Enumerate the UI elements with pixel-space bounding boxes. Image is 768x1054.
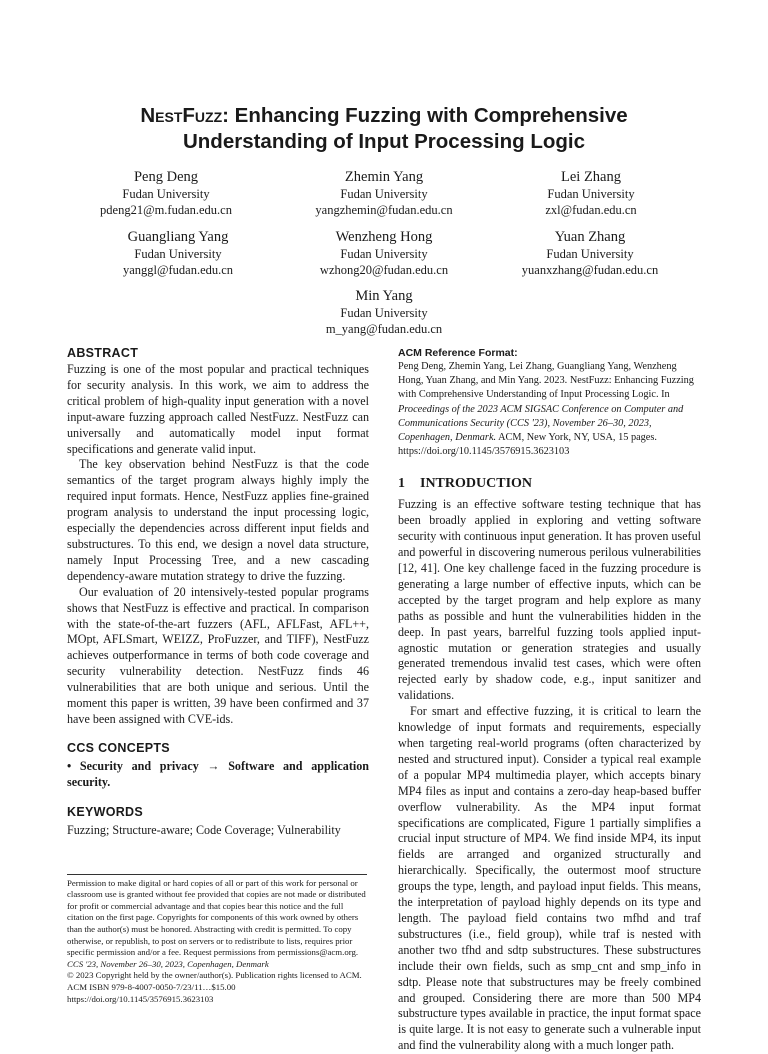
conference-info: CCS '23, November 26–30, 2023, Copenhagen, Denmark: [67, 958, 269, 969]
author-block: [58, 228, 298, 278]
ccs-concepts-text: • Security and privacy → Software and application security.: [67, 758, 369, 789]
author-block: [470, 228, 710, 278]
acm-reference-authors: Peng Deng, Zhemin Yang, Lei Zhang, Guangliang Yang, Wenzheng Hong, Yuan Zhang, and Min Yang. 2023.: [398, 361, 677, 387]
author-email[interactable]: pdeng21@m.fudan.edu.cn: [100, 203, 232, 217]
author-name: Guangliang Yang: [127, 229, 229, 245]
keywords-heading: KEYWORDS: [67, 804, 144, 819]
copyright-notice: [67, 878, 369, 1006]
author-block: [471, 168, 711, 218]
ccs-concepts-heading: CCS CONCEPTS: [67, 740, 170, 755]
author-affiliation: Fudan University: [340, 187, 428, 201]
author-email[interactable]: yuanxzhang@fudan.edu.cn: [521, 263, 659, 277]
section-number: 1: [398, 476, 405, 492]
author-block: [46, 168, 286, 218]
paper-title: [0, 103, 768, 155]
acm-reference-text: [398, 360, 701, 459]
title-line-1: [0, 103, 768, 129]
author-name: Lei Zhang: [561, 169, 621, 185]
keywords-text: Fuzzing; Structure-aware; Code Coverage; Vulnerability: [67, 822, 341, 837]
section-title: INTRODUCTION: [420, 476, 533, 492]
author-name: Peng Deng: [133, 169, 199, 185]
author-block: [264, 228, 504, 278]
copyright-text: © 2023 Copyright held by the owner/author(s). Publication rights licensed to ACM.: [67, 970, 362, 981]
abstract-paragraph: Our evaluation of 20 intensively-tested popular programs shows that NestFuzz is effective and practical. In comparison with the state-of-the-art fuzzers (AFL, AFLFast, AFL++, MOpt, AFLSmart, WEIZZ, ProFuzzer, and TIFF), NestFuzz achieves outperformance in terms of both code coverage and security vulnerability detection. NestFuzz finds 46 vulnerabilities that are both unique and serious. Until the moment this paper is written, 39 have been confirmed and 37 have been assigned with CVE-ids.: [67, 584, 369, 726]
acm-reference-title: NestFuzz: Enhancing Fuzzing with Comprehensive Understanding of Input Processing Logic. In: [398, 375, 694, 401]
abstract-heading: ABSTRACT: [67, 346, 139, 360]
author-name: Wenzheng Hong: [335, 229, 433, 245]
author-email[interactable]: yangzhemin@fudan.edu.cn: [315, 203, 453, 217]
system-name: NestFuzz: [140, 104, 223, 127]
acm-reference-heading: ACM Reference Format:: [398, 347, 518, 359]
doi-link[interactable]: https://doi.org/10.1145/3576915.3623103: [67, 993, 214, 1004]
author-affiliation: Fudan University: [546, 247, 634, 261]
author-email[interactable]: wzhong20@fudan.edu.cn: [319, 263, 449, 277]
author-affiliation: Fudan University: [340, 247, 428, 261]
author-affiliation: Fudan University: [122, 187, 210, 201]
author-affiliation: Fudan University: [134, 247, 222, 261]
author-name: Yuan Zhang: [554, 229, 626, 245]
intro-paragraph: Fuzzing is an effective software testing technique that has been broadly applied in exploring and vetting software security with continuous input generation. It has proven useful and powerful in discovering numerous perilous vulnerabilities [12, 41]. One key challenge faced in the fuzzing procedure is generating a large number of effective inputs, which can be accepted by the target program and help explore as many paths as possible and hunt the vulnerabilities hidden in the deep. In past years, barrelful fuzzing tools applied input-agnostic mutation or generation strategies and usually generated tremendous invalid test cases, which were often rejected early by shadow code, e.g., input sanitizer and validations.: [398, 497, 701, 703]
author-block: [264, 168, 504, 218]
acm-reference-venue: Proceedings of the 2023 ACM SIGSAC Conference on Computer and Communications Security (CCS '23), November 26–30, 2023, Copenhagen, Denmark.: [398, 403, 684, 444]
author-name: Min Yang: [355, 288, 413, 304]
abstract-paragraph: Fuzzing is one of the most popular and practical techniques for security analysis. In this work, we aim to address the critical problem of high-quality input generation with a novel input-aware fuzzing approach called NestFuzz. NestFuzz can universally and automatically model input format specifications and generate valid input.: [67, 362, 369, 456]
acm-reference-tail: ACM, New York, NY, USA, 15 pages. https://doi.org/10.1145/3576915.3623103: [398, 432, 657, 458]
author-email[interactable]: yanggl@fudan.edu.cn: [122, 263, 234, 277]
title-line-1-rest: : Enhancing Fuzzing with Comprehensive: [222, 104, 628, 127]
isbn-text: ACM ISBN 979-8-4007-0050-7/23/11…$15.00: [67, 981, 236, 992]
left-column: [67, 344, 369, 1005]
intro-paragraph: For smart and effective fuzzing, it is critical to learn the knowledge of input formats and requirements, especially when targeting real-world programs (often characterized by nested and structured input). Consider a typical real example of a popular MP4 multimedia player, which accepts binary MP4 files as input and contains a zero-day heap-based buffer overflow vulnerability. As the MP4 input format specifications are complicated, Figure 1 partially simplifies a crucial input structure of MP4. We find inside MP4, its input fields are arranged and organized structurally and hierarchically. Specifically, the outermost moof structure groups the type, length, and payload input fields. This means, the interpretation of payload highly depends on its type and length. The payload field contains two mfhd and traf substructures (i.e., field group), while traf is nested with another two tfhd and sdtp substructures. These substructures include their own fields, such as smp_cnt and smp_info in sdtp. Please note that substructures may be freely combined and grouped. Considering there are more than 500 MP4 substructure types available in practice, the input format space is quite large. It is not easy to generate such a vulnerable input and find the vulnerability along with a much longer path.: [398, 704, 701, 1053]
author-email[interactable]: zxl@fudan.edu.cn: [545, 203, 637, 217]
permission-text: Permission to make digital or hard copies of all or part of this work for personal or classroom use is granted without fee provided that copies are not made or distributed for profit or commercial advantage and that copies bear this notice and the full citation on the first page. Copyrights for components of this work owned by others than the author(s) must be honored. Abstracting with credit is permitted. To copy otherwise, or republish, to post on servers or to redistribute to lists, requires prior specific permission and/or a fee. Request permissions from permissions@acm.org.: [67, 877, 366, 958]
title-line-2: Understanding of Input Processing Logic: [182, 130, 586, 153]
abstract-paragraph: The key observation behind NestFuzz is that the code semantics of the target program always highly imply the required input formats. Hence, NestFuzz applies fine-grained program analysis to understand the input processing logic, especially the dependencies across different input fields and substructures. To this end, we design a novel data structure, namely Input Processing Tree, and a new cascading dependency-aware mutation strategy to drive the fuzzing.: [67, 457, 369, 583]
footnote-divider: [67, 874, 367, 875]
author-affiliation: Fudan University: [547, 187, 635, 201]
right-column: [398, 346, 701, 1054]
author-email[interactable]: m_yang@fudan.edu.cn: [325, 322, 443, 336]
author-name: Zhemin Yang: [344, 169, 424, 185]
introduction-heading: [398, 475, 701, 493]
author-block: [264, 287, 504, 337]
author-affiliation: Fudan University: [340, 306, 428, 320]
